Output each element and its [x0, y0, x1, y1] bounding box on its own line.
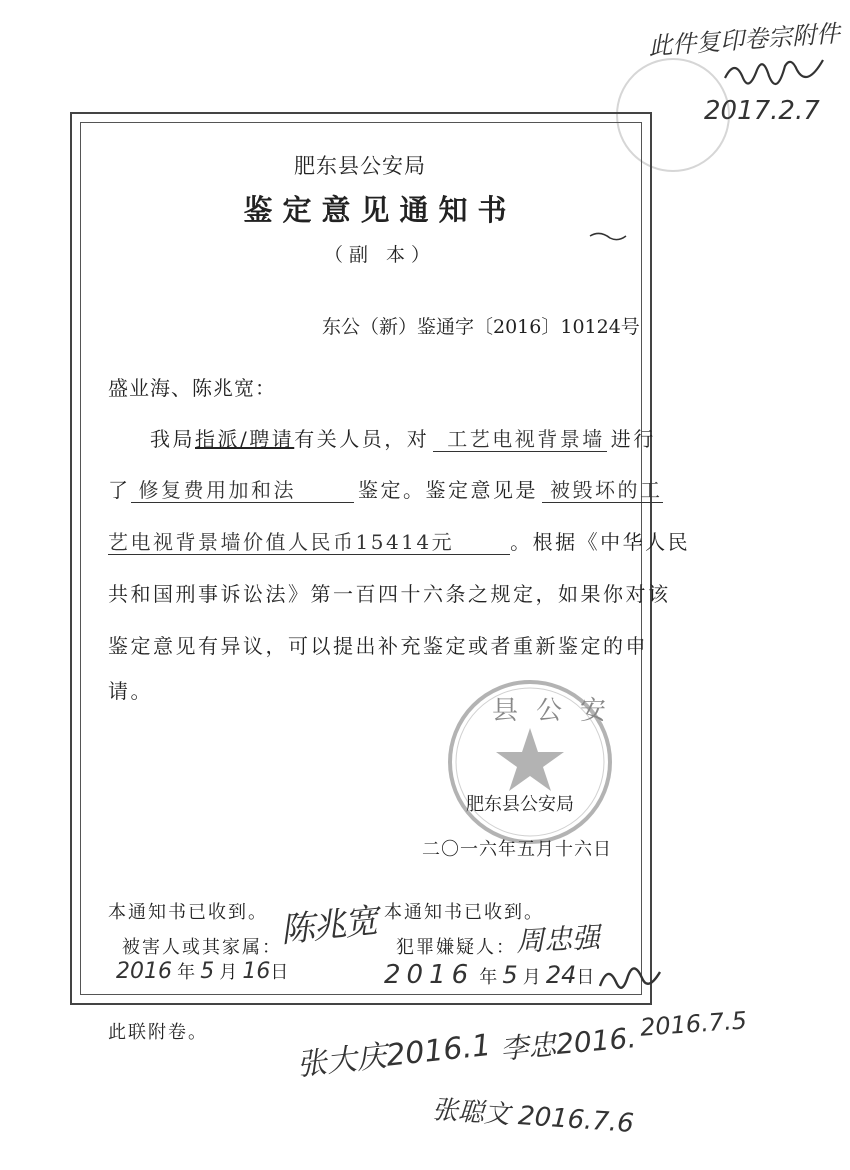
method-field: 修复费用加和法 [131, 478, 355, 503]
opinion-field-1: 被毁坏的工 [542, 478, 663, 503]
body-text: 鉴定。鉴定意见是 [358, 478, 538, 502]
date-day: 16 [242, 959, 271, 984]
appointed-option: 指派/聘请 [195, 427, 295, 451]
annotation-signature [720, 48, 830, 98]
annotation-date: 2017.2.7 [704, 96, 820, 126]
handwritten-note-4: 张聪文 2016.7.6 [431, 1094, 635, 1140]
seal-text: 县公安 [492, 696, 625, 726]
handwritten-note-2: 李忠2016. [498, 1021, 638, 1066]
object-field: 工艺电视背景墙 [433, 427, 607, 452]
pen-mark [596, 958, 666, 998]
receipt-left-role: 被害人或其家属： [122, 937, 282, 958]
receipt-right-role: 犯罪嫌疑人： [396, 937, 516, 958]
date-year-char: 年 [479, 967, 498, 988]
opinion-field-2: 艺电视背景墙价值人民币15414元 [108, 530, 510, 555]
issuer-name: 肥东县公安局 [294, 154, 426, 178]
date-day-char: 日 [576, 967, 595, 988]
body-text: 有关人员，对 [294, 427, 430, 451]
body-line-5: 鉴定意见有异议，可以提出补充鉴定或者重新鉴定的申 [108, 634, 648, 658]
document-number: 东公（新）鉴通字〔2016〕10124号 [322, 316, 640, 338]
date-month-char: 月 [522, 967, 541, 988]
date-day-char: 日 [270, 962, 289, 983]
date-year: 2016 [116, 959, 172, 984]
victim-signature: 陈兆宽 [278, 901, 379, 951]
receipt-right-date [384, 960, 594, 990]
addressee: 盛业海、陈兆宽： [108, 376, 276, 400]
body-text: 我局 [150, 427, 195, 451]
annotation-text: 此件复印卷宗附件 [647, 19, 841, 61]
copy-label: （副 本） [323, 244, 437, 266]
body-line-2 [108, 474, 663, 503]
date-month: 5 [502, 961, 518, 989]
body-line-3 [108, 526, 690, 555]
date-year: 2016 [384, 960, 475, 990]
document-title: 鉴定意见通知书 [243, 193, 517, 227]
body-line-1 [150, 423, 656, 452]
receipt-left-date [116, 958, 288, 984]
body-line-6: 请。 [108, 679, 153, 703]
handwritten-note-3: 2016.7.5 [639, 1006, 748, 1042]
date-month: 5 [200, 959, 215, 984]
date-day: 24 [545, 961, 577, 989]
footer-note: 此联附卷。 [108, 1022, 208, 1043]
body-text: 。根据《中华人民 [510, 530, 691, 554]
suspect-signature: 周忠强 [515, 920, 601, 959]
receipt-left-notice: 本通知书已收到。 [108, 902, 268, 923]
signature-date: 二〇一六年五月十六日 [422, 839, 612, 860]
date-month-char: 月 [219, 962, 238, 983]
receipt-right-notice: 本通知书已收到。 [384, 902, 544, 923]
body-text: 了 [108, 478, 131, 502]
body-text: 进行 [610, 427, 656, 451]
date-year-char: 年 [177, 962, 196, 983]
handwritten-note-1: 张大庆2016.1 [295, 1027, 493, 1084]
body-line-4: 共和国刑事诉讼法》第一百四十六条之规定，如果你对该 [108, 582, 671, 606]
signature-issuer: 肥东县公安局 [466, 794, 574, 815]
